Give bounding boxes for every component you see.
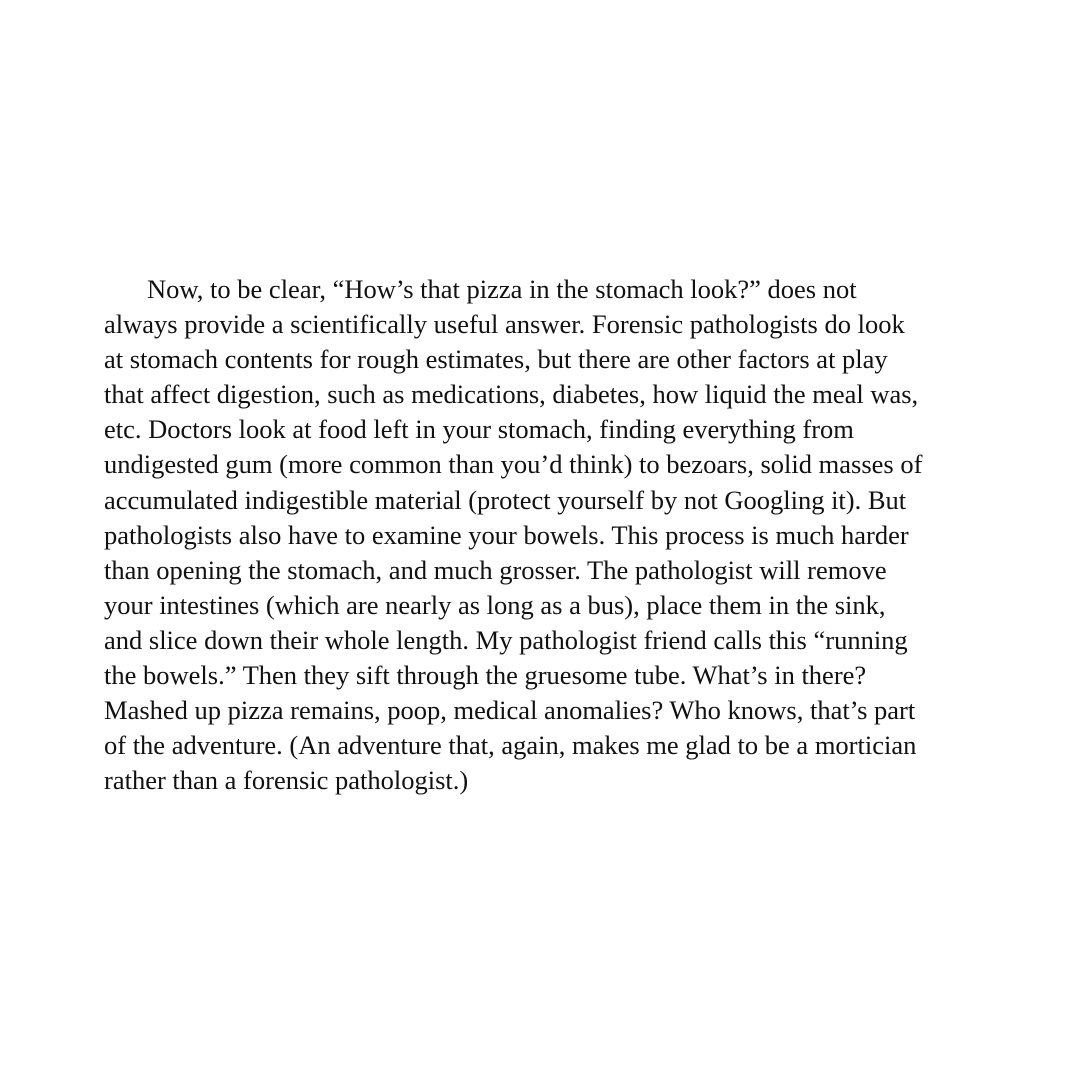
text-line: always provide a scientifically useful answer. Forensic pathologists do look	[104, 309, 905, 340]
text-line: rather than a forensic pathologist.)	[104, 765, 469, 796]
text-line: that affect digestion, such as medications, diabetes, how liquid the meal was,	[104, 379, 919, 410]
text-line: Mashed up pizza remains, poop, medical anomalies? Who knows, that’s part	[104, 695, 916, 726]
body-paragraph	[104, 272, 984, 798]
text-line: the bowels.” Then they sift through the gruesome tube. What’s in there?	[104, 660, 867, 691]
text-line: etc. Doctors look at food left in your stomach, finding everything from	[104, 414, 854, 445]
text-line: at stomach contents for rough estimates, but there are other factors at play	[104, 344, 888, 375]
text-line: undigested gum (more common than you’d think) to bezoars, solid masses of	[104, 449, 923, 480]
text-line: than opening the stomach, and much grosser. The pathologist will remove	[104, 554, 887, 585]
text-line: of the adventure. (An adventure that, again, makes me glad to be a mortician	[104, 730, 917, 761]
text-line: pathologists also have to examine your bowels. This process is much harder	[104, 519, 909, 550]
text-line: your intestines (which are nearly as long as a bus), place them in the sink,	[104, 589, 886, 620]
text-line: accumulated indigestible material (protect yourself by not Googling it). But	[104, 484, 907, 515]
text-line: and slice down their whole length. My pathologist friend calls this “running	[104, 624, 908, 655]
text-line: Now, to be clear, “How’s that pizza in the stomach look?” does not	[147, 274, 857, 304]
